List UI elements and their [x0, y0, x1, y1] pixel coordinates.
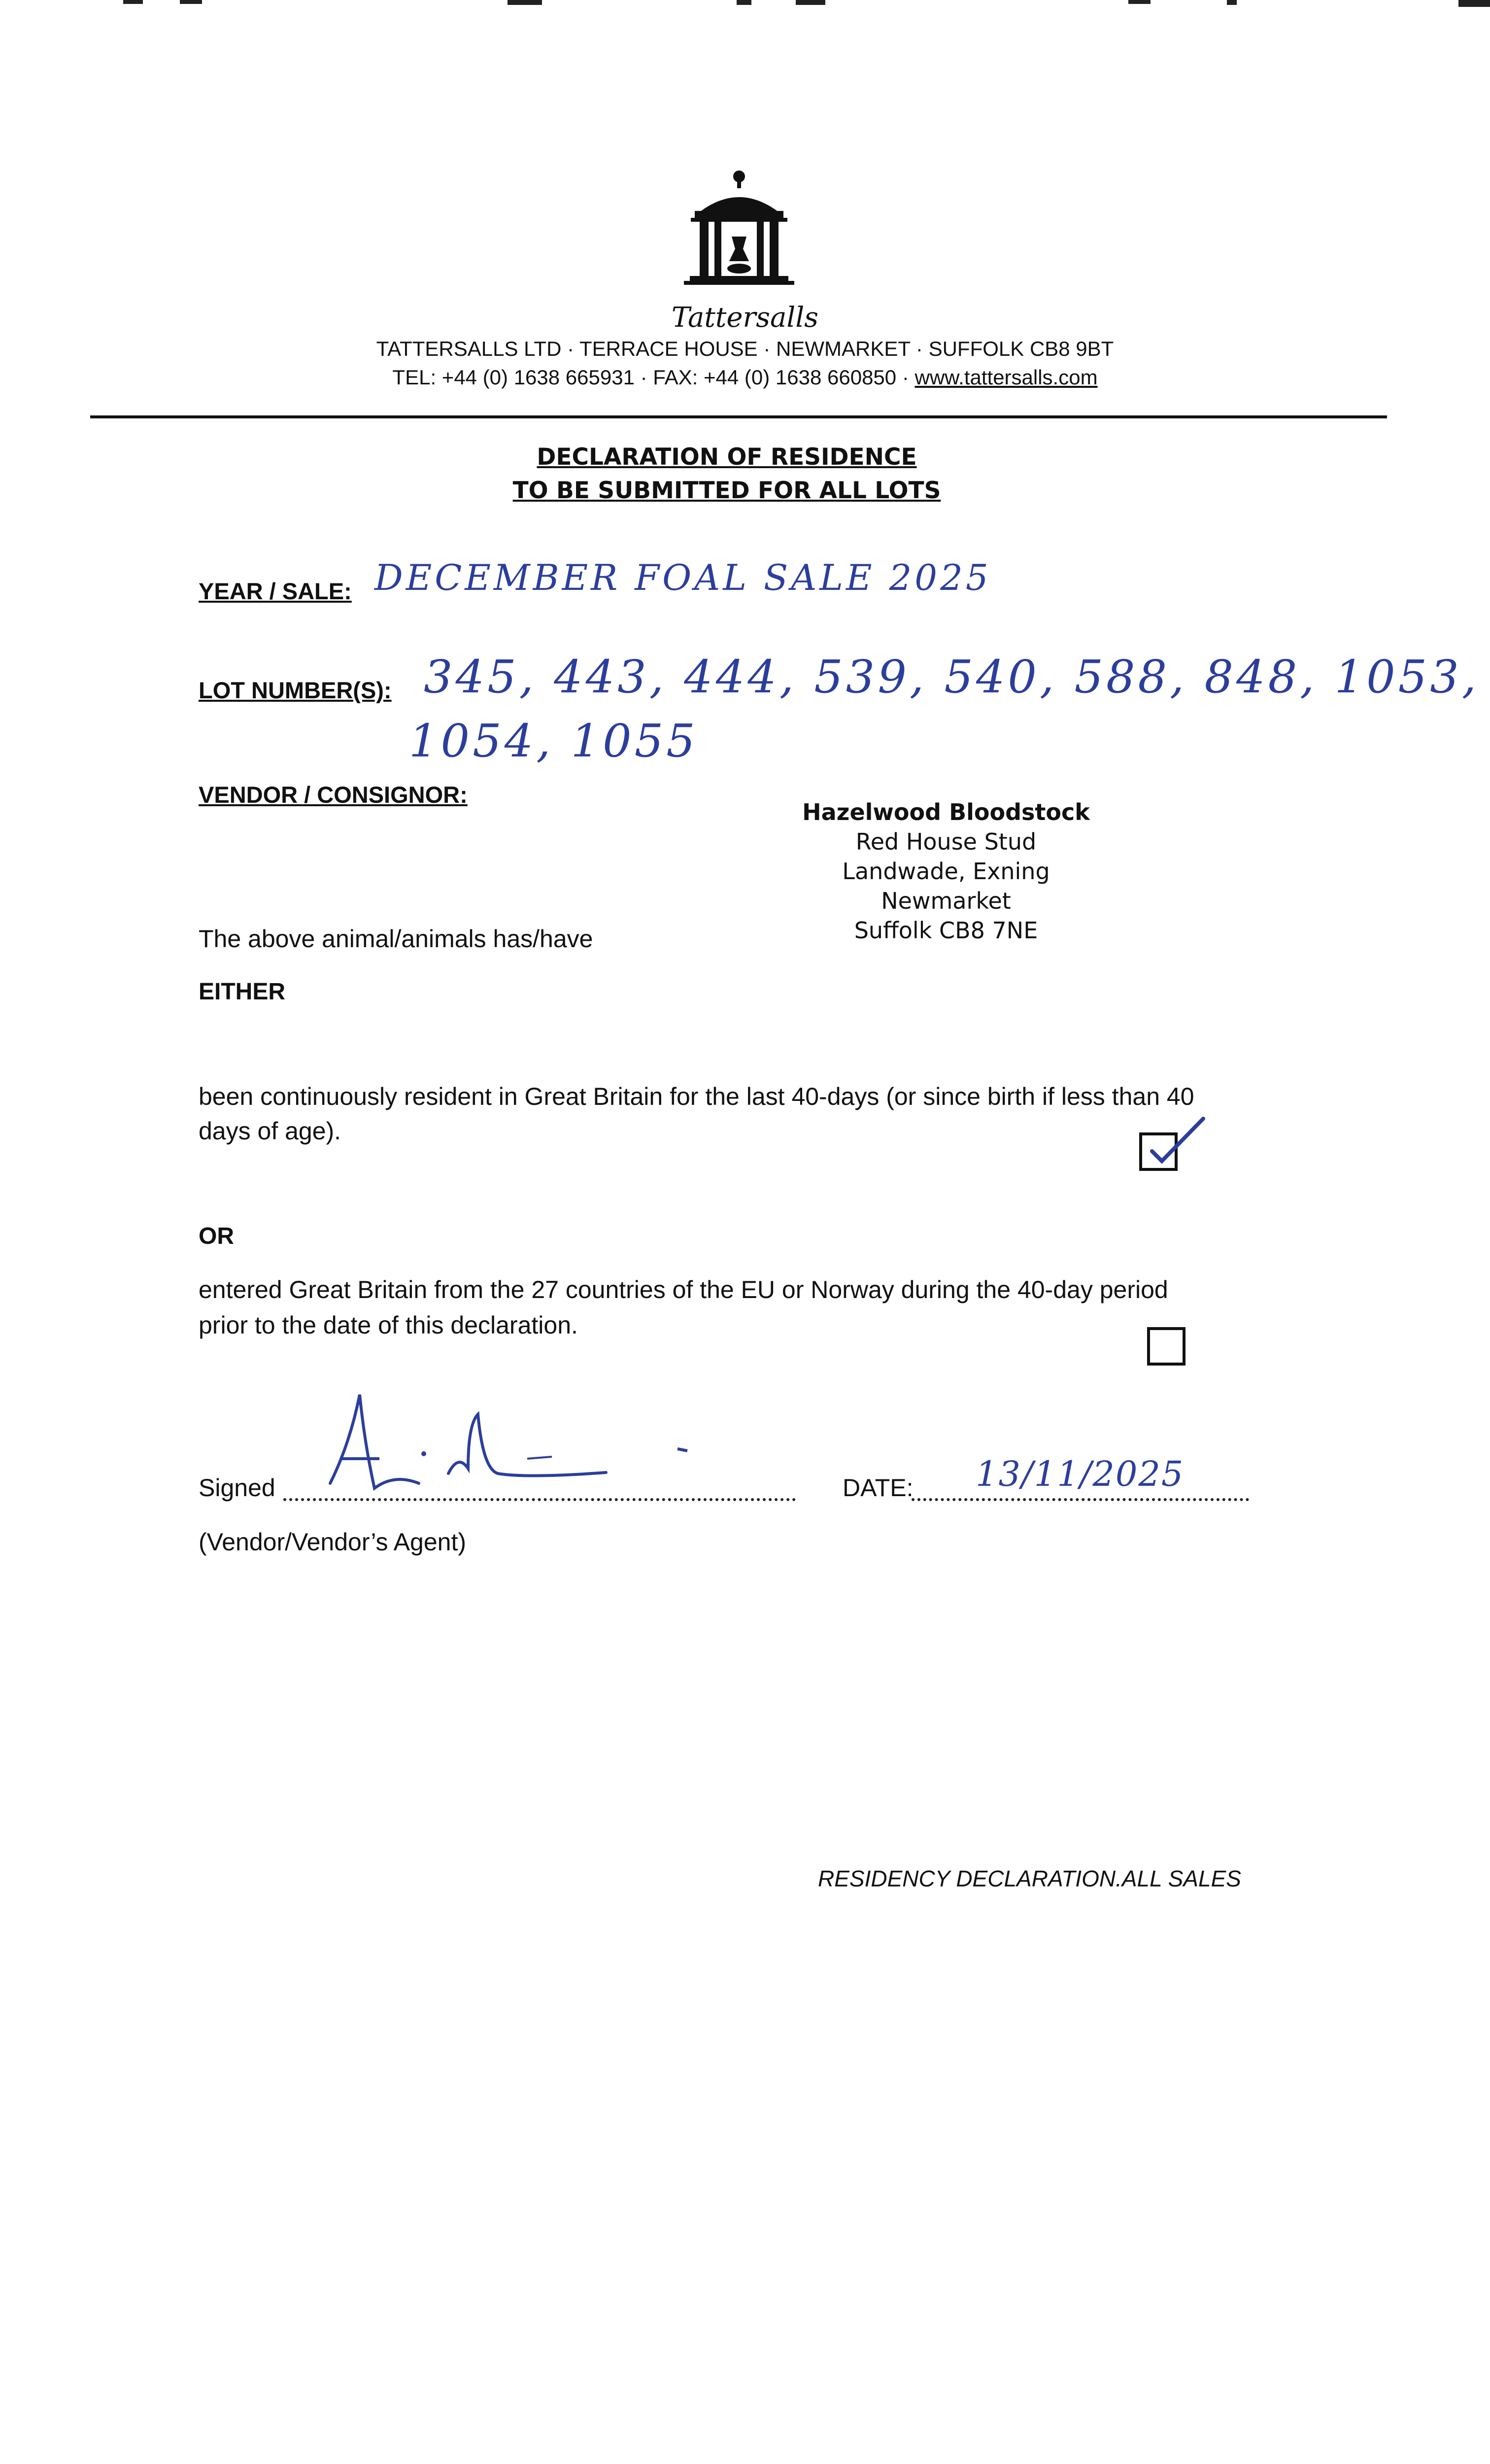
scan-artifact: [180, 0, 202, 4]
lot-numbers-value-line1[interactable]: 345, 443, 444, 539, 540, 588, 848, 1053,: [424, 650, 1479, 703]
scan-artifact: [1227, 0, 1237, 5]
scan-artifact: [123, 0, 143, 4]
signature-scribble-icon: [320, 1385, 714, 1498]
either-label: EITHER: [199, 979, 286, 1005]
year-sale-value[interactable]: DECEMBER FOAL SALE 2025: [374, 557, 991, 598]
signature-mark[interactable]: [320, 1385, 714, 1498]
contact-numbers: TEL: +44 (0) 1638 665931 · FAX: +44 (0) 1638 660850 ·: [392, 366, 915, 389]
scan-artifact: [737, 0, 751, 5]
option1-checkbox[interactable]: [1139, 1132, 1178, 1171]
vendor-address-line3: Newmarket: [881, 888, 1011, 914]
option1-text-line1: been continuously resident in Great Britain for the last 40-days (or since birth if less than 40: [199, 1083, 1194, 1110]
or-label: OR: [199, 1223, 234, 1249]
vendor-address-line2: Landwade, Exning: [842, 858, 1050, 885]
date-label: DATE:: [843, 1474, 914, 1502]
website-link[interactable]: www.tattersalls.com: [914, 366, 1098, 389]
option1-text-line2: days of age).: [199, 1117, 341, 1145]
scan-artifact: [796, 0, 825, 5]
brand-name: Tattersalls: [672, 302, 818, 334]
vendor-address-line4: Suffolk CB8 7NE: [854, 917, 1038, 944]
temple-logo-icon: [680, 163, 798, 301]
tattersalls-logo: [680, 163, 798, 301]
scan-artifact: [1128, 0, 1151, 4]
header-address: TATTERSALLS LTD · TERRACE HOUSE · NEWMARKET · SUFFOLK CB8 9BT: [376, 337, 1114, 360]
vendor-stamp: [798, 797, 1094, 945]
option2-checkbox[interactable]: [1147, 1327, 1185, 1366]
date-value[interactable]: 13/11/2025: [976, 1454, 1185, 1494]
lot-numbers-label: LOT NUMBER(S):: [199, 677, 392, 703]
vendor-name: Hazelwood Bloodstock: [802, 799, 1090, 825]
form-title: DECLARATION OF RESIDENCE: [537, 444, 917, 471]
year-sale-label: YEAR / SALE:: [199, 578, 352, 604]
vendor-address-line1: Red House Stud: [855, 828, 1037, 855]
date-line: [912, 1498, 1249, 1501]
vendor-label: VENDOR / CONSIGNOR:: [199, 782, 468, 808]
option2-text-line2: prior to the date of this declaration.: [199, 1311, 578, 1339]
intro-text: The above animal/animals has/have: [199, 925, 593, 953]
signature-line: [283, 1498, 796, 1501]
signer-role: (Vendor/Vendor’s Agent): [199, 1528, 466, 1556]
option2-text-line1: entered Great Britain from the 27 countries of the EU or Norway during the 40-day period: [199, 1276, 1168, 1303]
checkmark-icon: [1145, 1116, 1209, 1170]
scan-artifact: [1458, 0, 1490, 7]
header-contact: [0, 366, 1490, 389]
header-divider: [90, 415, 1387, 418]
scan-artifact: [508, 0, 542, 5]
form-subtitle: TO BE SUBMITTED FOR ALL LOTS: [512, 477, 941, 504]
lot-numbers-value-line2[interactable]: 1054, 1055: [409, 715, 698, 767]
signed-label: Signed: [199, 1474, 275, 1502]
footer-reference: RESIDENCY DECLARATION.ALL SALES: [818, 1866, 1241, 1891]
